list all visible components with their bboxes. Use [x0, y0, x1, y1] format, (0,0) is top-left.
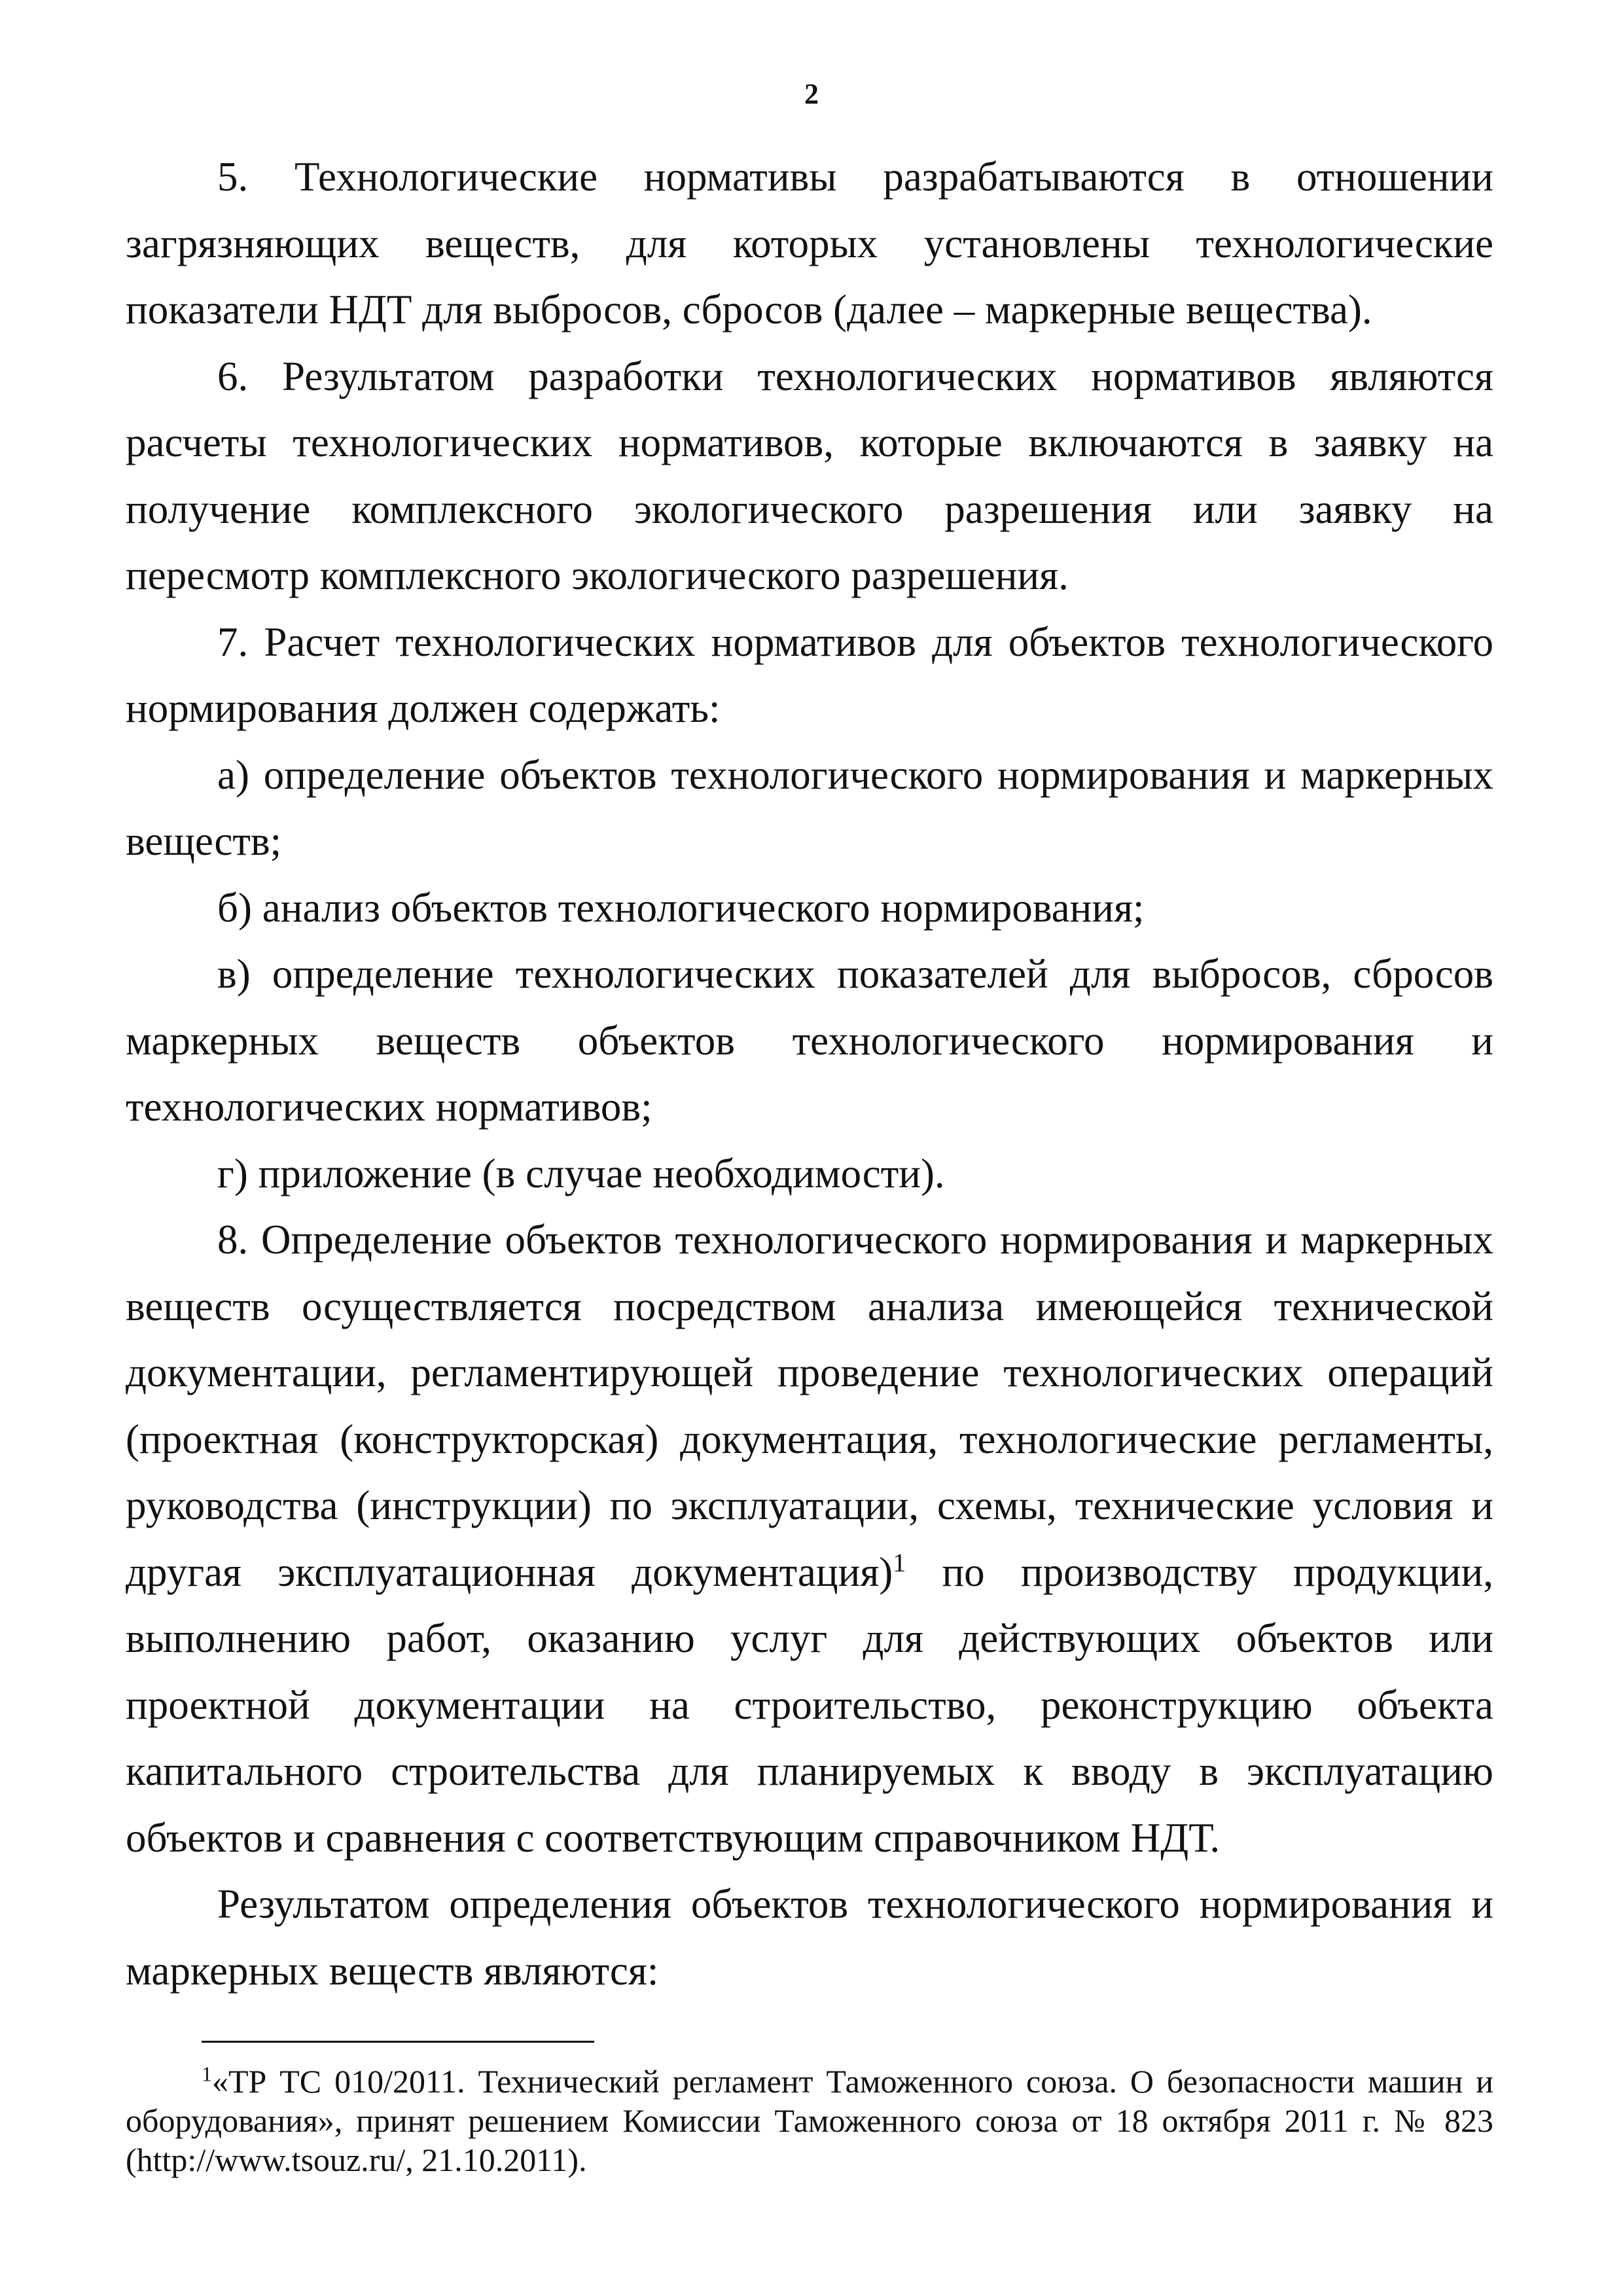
- page-number: 2: [804, 78, 819, 110]
- footnote-divider: [202, 2041, 594, 2043]
- paragraph-7: 7. Расчет технологических нормативов для объектов технологического нормирования должен содержать:: [126, 619, 1493, 731]
- body-text: [126, 144, 1493, 2004]
- paragraph-7c: в) определение технологических показателей для выбросов, сбросов маркерных веществ объектов технологического нормирования и технологических нормативов;: [126, 951, 1493, 1130]
- paragraph-7b: б) анализ объектов технологического нормирования;: [217, 884, 1145, 931]
- paragraph-5: 5. Технологические нормативы разрабатываются в отношении загрязняющих веществ, для которых установлены технологические показатели НДТ для выбросов, сбросов (далее – маркерные вещества).: [126, 154, 1493, 332]
- paragraph-7d: г) приложение (в случае необходимости).: [217, 1150, 945, 1196]
- paragraph-8: [126, 1207, 1493, 1871]
- footnote: [126, 2062, 1493, 2179]
- paragraph-result: Результатом определения объектов технологического нормирования и маркерных веществ являются:: [126, 1881, 1493, 1994]
- footnote-mark: 1: [202, 2062, 212, 2086]
- footnote-text: «ТР ТС 010/2011. Технический регламент Таможенного союза. О безопасности машин и оборудования», принят решением Комиссии Таможенного союза от 18 октября 2011 г. № 823 (http://www.tsouz.ru/, 21.10.2011).: [126, 2063, 1493, 2178]
- footnote-reference[interactable]: 1: [893, 1547, 906, 1577]
- paragraph-7a: а) определение объектов технологического нормирования и маркерных веществ;: [126, 751, 1493, 864]
- paragraph-8-part2: по производству продукции, выполнению работ, оказанию услуг для действующих объектов или проектной документации на строительство, реконструкцию объекта капитального строительства для планируемых к вводу в эксплуатацию объектов и сравнения с соответствующим справочником НДТ.: [126, 1549, 1493, 1861]
- paragraph-8-part1: 8. Определение объектов технологического нормирования и маркерных веществ осуществляется посредством анализа имеющейся технической документации, регламентирующей проведение технологических операций (проектная (конструкторская) документация, технологические регламенты, руководства (инструкции) по эксплуатации, схемы, технические условия и другая эксплуатационная документация): [126, 1217, 1493, 1595]
- paragraph-6: 6. Результатом разработки технологических нормативов являются расчеты технологических нормативов, которые включаются в заявку на получение комплексного экологического разрешения или заявку на пересмотр комплексного экологического разрешения.: [126, 353, 1493, 598]
